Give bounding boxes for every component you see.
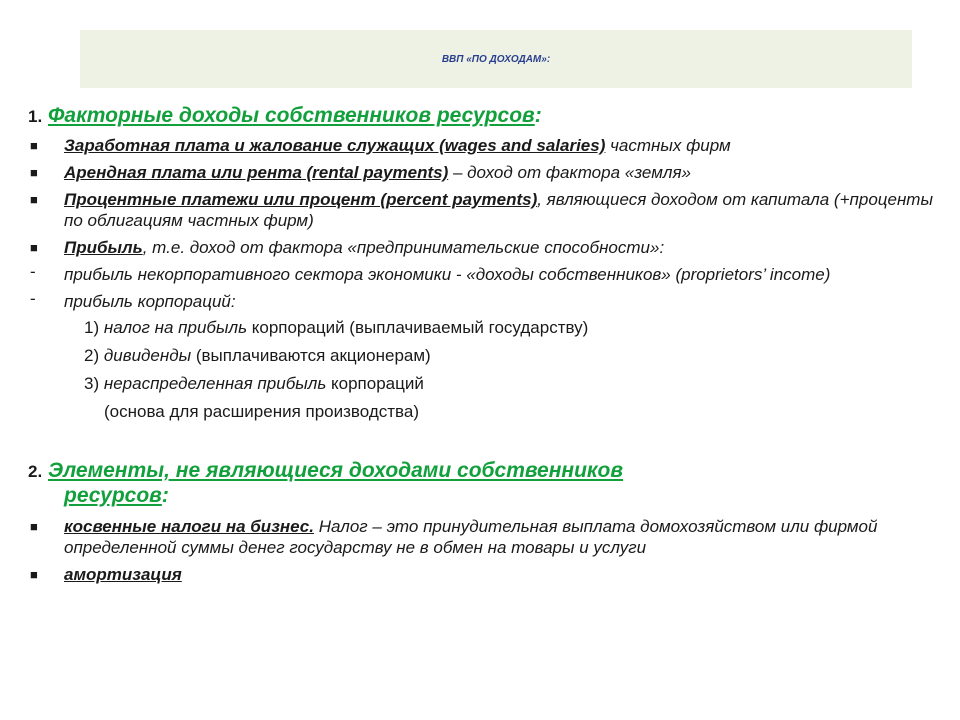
sub-item-term: налог на прибыль: [103, 318, 248, 337]
bullet-interest-rest: , являющиеся доходом от капитала (+проценты по облигациям частных фирм): [64, 190, 933, 230]
sub-item-note-text: (основа для расширения производства): [104, 402, 419, 421]
bullet-rent-term: Арендная плата или рента (rental payments): [64, 163, 449, 182]
bullet-icon: ■: [30, 240, 38, 255]
bullet-profit: [28, 237, 938, 258]
section-2-title-line1: Элементы, не являющиеся доходами собственников: [48, 459, 624, 482]
bullet-icon: ■: [30, 138, 38, 153]
bullet-interest: [28, 189, 938, 231]
sub-item-retained: [84, 373, 938, 395]
bullet-interest-term: Процентные платежи или процент (percent payments): [64, 190, 538, 209]
sub-item-term: нераспределенная прибыль: [103, 374, 327, 393]
slide-content: [28, 104, 938, 585]
bullet-profit-term: Прибыль: [64, 238, 143, 257]
sub-item-term: дивиденды: [103, 346, 192, 365]
bullet-wages-term: Заработная плата и жалование служащих (wages and salaries): [64, 136, 606, 155]
bullet-rent-rest: – доход от фактора «земля»: [448, 163, 691, 182]
bullet-icon: ■: [30, 192, 38, 207]
section-2-number: 2.: [28, 462, 43, 481]
bullet-indirect-taxes-term: косвенные налоги на бизнес.: [64, 517, 314, 536]
slide-title: ВВП «ПО ДОХОДАМ»:: [441, 53, 551, 65]
bullet-icon: ■: [30, 165, 38, 180]
sub-item-number: 1): [84, 318, 104, 337]
section-2-heading-line2: [28, 484, 938, 508]
dash-icon: -: [30, 289, 36, 308]
sub-item-rest: корпораций: [326, 374, 424, 393]
section-1-title: Факторные доходы собственников ресурсов: [48, 104, 535, 127]
bullet-icon: ■: [30, 519, 38, 534]
section-1-colon: :: [534, 104, 542, 127]
bullet-wages: [28, 135, 938, 156]
bullet-indirect-taxes: [28, 516, 938, 558]
dash-proprietors-text: прибыль некорпоративного сектора экономики - «доходы собственников» (proprietors’ income): [64, 265, 831, 284]
bullet-depreciation: [28, 564, 938, 585]
sub-item-rest: корпораций (выплачиваемый государству): [247, 318, 589, 337]
sub-item-tax: [84, 317, 938, 339]
sub-item-number: 3): [84, 374, 104, 393]
bullet-profit-rest: , т.е. доход от фактора «предпринимательские способности»:: [142, 238, 665, 257]
dash-corporate-profit: [28, 291, 938, 312]
section-2-heading: [28, 459, 938, 484]
bullet-indirect-taxes-rest: Налог – это принудительная выплата домохозяйством или фирмой определенной суммы денег государству не в обмен на товары и услуги: [64, 517, 878, 557]
sub-item-rest: (выплачиваются акционерам): [191, 346, 431, 365]
section-1-number: 1.: [28, 107, 43, 126]
dash-icon: -: [30, 262, 36, 281]
bullet-icon: ■: [30, 567, 38, 582]
sub-item-number: 2): [84, 346, 104, 365]
dash-proprietors-income: [28, 264, 938, 285]
section-2-title-line2: ресурсов: [64, 484, 162, 507]
bullet-wages-rest: частных фирм: [605, 136, 731, 155]
bullet-depreciation-term: амортизация: [64, 565, 182, 584]
title-banner: [80, 30, 912, 88]
dash-corporate-text: прибыль корпораций:: [64, 292, 236, 311]
sub-item-note: [104, 401, 938, 423]
section-2-colon: :: [161, 484, 169, 507]
bullet-rent: [28, 162, 938, 183]
section-1-heading: [28, 104, 938, 129]
sub-item-dividends: [84, 345, 938, 367]
